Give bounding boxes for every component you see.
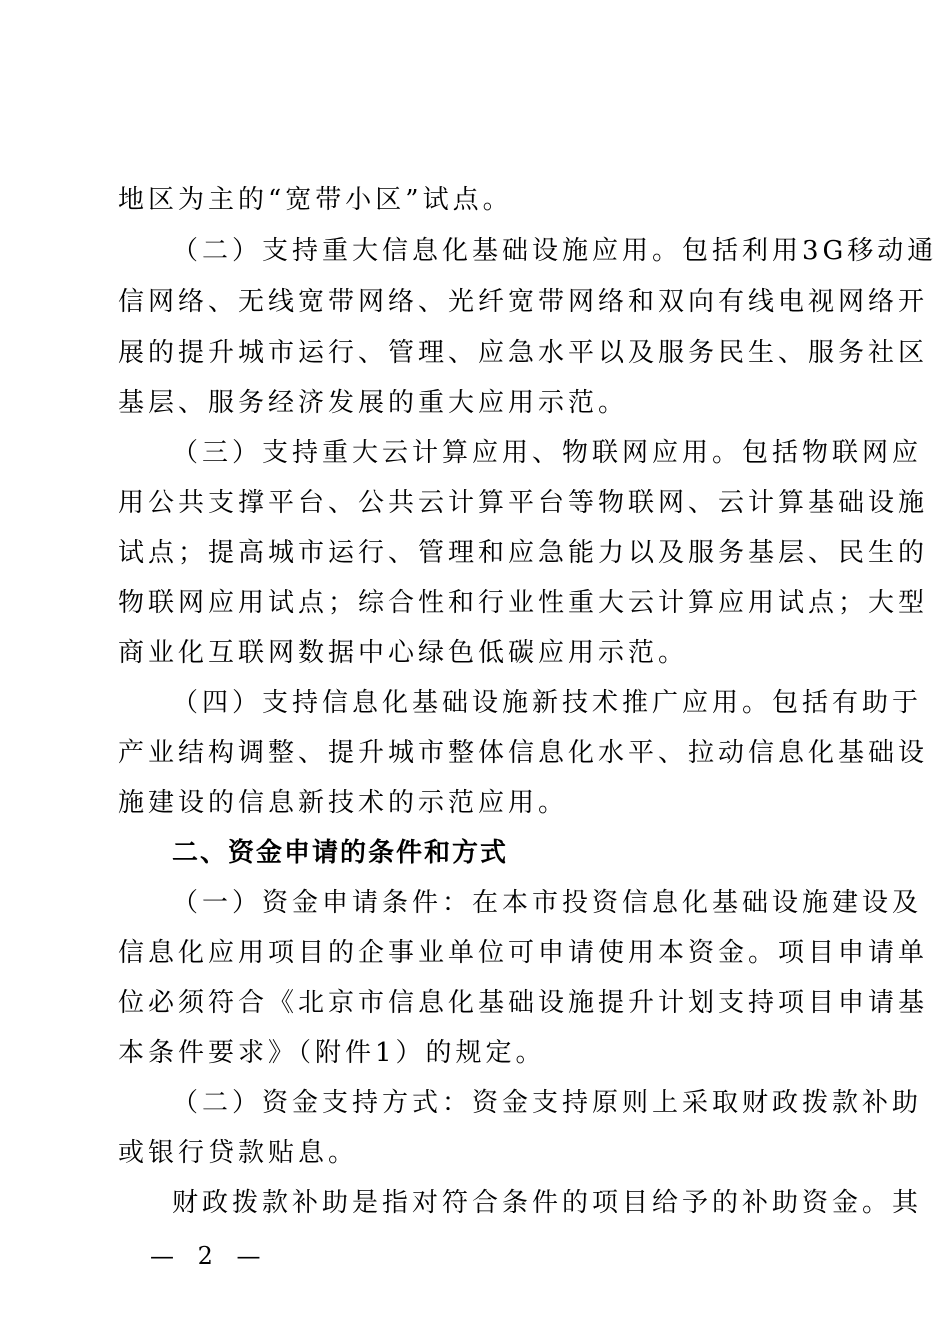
paragraph-line: 商业化互联网数据中心绿色低碳应用示范。	[118, 638, 689, 668]
paragraph-line: 施建设的信息新技术的示范应用。	[118, 788, 569, 818]
paragraph-line: 位必须符合《北京市信息化基础设施提升计划支持项目申请基	[118, 988, 929, 1018]
section-heading: 二、资金申请的条件和方式	[172, 838, 509, 868]
paragraph-line: 财政拨款补助是指对符合条件的项目给予的补助资金。其	[172, 1188, 923, 1218]
paragraph-line: 产业结构调整、提升城市整体信息化水平、拉动信息化基础设	[118, 738, 929, 768]
paragraph-line: （一）资金申请条件：在本市投资信息化基础设施建设及	[172, 888, 923, 918]
paragraph-line: 物联网应用试点；综合性和行业性重大云计算应用试点；大型	[118, 588, 929, 618]
paragraph-line: 本条件要求》（附件1）的规定。	[118, 1038, 546, 1068]
paragraph-line: 信网络、无线宽带网络、光纤宽带网络和双向有线电视网络开	[118, 287, 929, 317]
paragraph-line: 展的提升城市运行、管理、应急水平以及服务民生、服务社区	[118, 338, 929, 368]
paragraph-line: 或银行贷款贴息。	[118, 1138, 359, 1168]
paragraph-line: 地区为主的“宽带小区”试点。	[118, 185, 513, 215]
paragraph-line: 试点；提高城市运行、管理和应急能力以及服务基层、民生的	[118, 538, 929, 568]
paragraph-line: 用公共支撑平台、公共云计算平台等物联网、云计算基础设施	[118, 488, 929, 518]
paragraph-line: 基层、服务经济发展的重大应用示范。	[118, 388, 629, 418]
page-number: — 2 —	[150, 1242, 269, 1270]
paragraph-line: （三）支持重大云计算应用、物联网应用。包括物联网应	[172, 438, 923, 468]
paragraph-line: （二）资金支持方式：资金支持原则上采取财政拨款补助	[172, 1088, 923, 1118]
paragraph-line: （四）支持信息化基础设施新技术推广应用。包括有助于	[172, 688, 923, 718]
paragraph-line: 信息化应用项目的企事业单位可申请使用本资金。项目申请单	[118, 938, 929, 968]
paragraph-line: （二）支持重大信息化基础设施应用。包括利用3G移动通	[172, 236, 938, 266]
